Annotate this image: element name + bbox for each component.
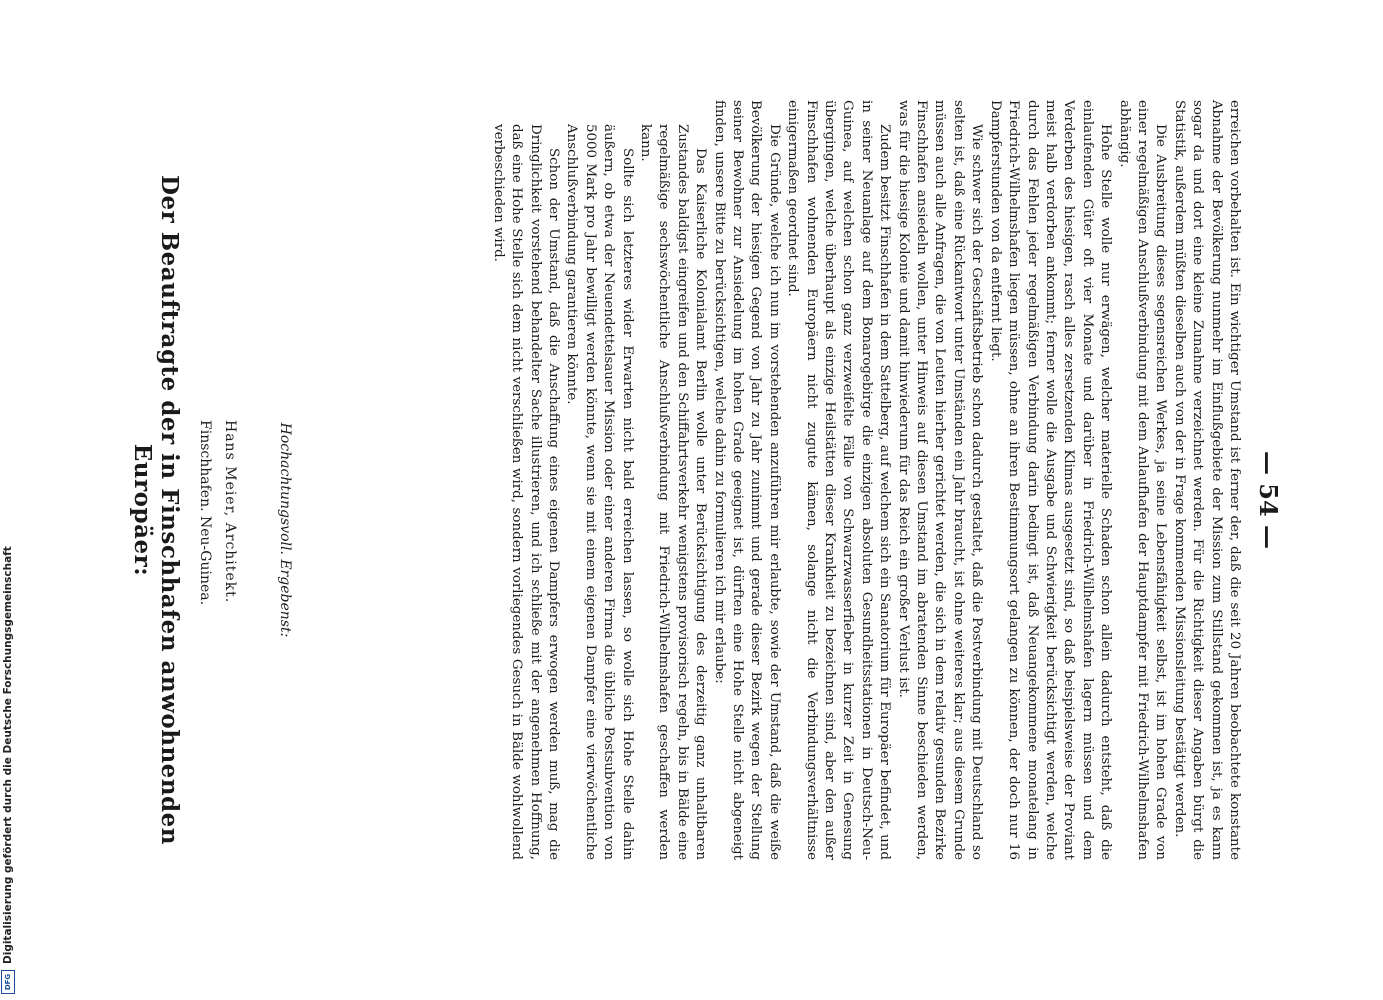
paragraph: Die Gründe, welche ich nun im vorstehenden anzuführen mir erlaubte, sowie der Umstand, daß die weiße Bevölkerung der hiesigen Gegend von Jahr zu Jahr zunimmt und gerade dieser Bezirk wegen der Stellung seiner Bewohner zur Ansiedelung im hohen Grade geeignet ist, dürften eine Hohe Stelle nicht abgeneigt finden, unsere Bitte zu berücksichtigen, welche dahin zu formulieren ich mir erlaube: (711, 100, 782, 860)
paragraph: Die Ausbreitung dieses segensreichen Werkes, ja seine Lebensfähigkeit selbst, ist im hohen Grade von einer regelmäßigen Anschlußverbindung mit dem Anlaufhafen der Hauptdampfer mit Friedrich-Wilhelmshafen abhängig. (1116, 100, 1169, 860)
paragraph: erreichen vorbehalten ist. Ein wichtiger Umstand ist ferner der, daß die seit 20 Jahren beobachtete konstante Abnahme der Bevölkerung nunmehr im Einflußgebiete der Mission zum Stillstand gekommen ist, ja es kann sogar da und dort eine kleine Zunahme verzeichnet werden. Für die Richtigkeit dieser Angaben bürgt die Statistik, außerdem müßten dieselben auch von der in Frage kommenden Missionsleitung bestätigt werden. (1171, 100, 1242, 860)
paragraph: Zudem besitzt Finschhafen in dem Sattelberg, auf welchem sich ein Sanatorium für Europäer befindet, und in seiner Neuanlage auf dem Bonarogebirge die einzigen absoluten Gesundheitsstationen in Deutsch-Neu-Guinea, auf welchen schon ganz verzweifelte Fälle von Schwarzwasserfieber in kurzer Zeit in Genesung übergingen, welche überhaupt als einzige Heilstätten dieser Krankheit zu bezeichnen sind, aber den außer Finschhafen wohnenden Europäern nicht zugute kämen, solange nicht die Verbindungsverhältnisse einigermaßen geordnet sind. (785, 100, 893, 860)
closing-salutation: Hochachtungsvoll. Ergebenst: (277, 422, 293, 638)
digitization-credit (0, 0, 16, 1000)
paragraph: Schon der Umstand, daß die Anschaffung eines eigenen Dampfers erwogen werden muß, mag die Dringlichkeit vorstehend behandelter Sache illustrieren, und ich schließe mit der angenehmen Hoffnung, daß eine Hohe Stelle sich dem nicht verschließen wird, sondern vorliegendes Gesuch in Bälde wohlwollend verbeschieden wird. (490, 124, 561, 860)
page-number: — 54 — (1254, 450, 1283, 550)
credit-text: Digitalisierung gefördert durch die Deutsche Forschungsgemeinschaft (2, 546, 14, 964)
paragraph: Sollte sich letzteres wider Erwarten nicht bald erreichen lassen, so wolle sich Hohe Stelle dahin äußern, ob etwa der Neuendettelsauer Mission oder einer anderen Firma die übliche Postsubvention von 5000 Mark pro Jahr bewilligt werden könnte, wenn sie mit einem eigenen Dampfer eine vierwöchentliche Anschlußverbindung garantieren könnte. (564, 124, 635, 860)
signatory-heading: Der Beauftragte der in Finschhafen anwohnenden Europäer: (129, 175, 183, 845)
document-body (488, 100, 1243, 860)
paragraph: Wie schwer sich der Geschäftsbetrieb schon dadurch gestaltet, daß die Postverbindung mit Deutschland so selten ist, daß eine Rückantwort unter Umständen ein Jahr braucht, ist ohne weiteres klar; aus diesem Grunde müssen auch alle Anfragen, die von Leuten hierher gerichtet werden, die sich in dem relativ gesunden Bezirke Finschhafen ansiedeln wollen, unter Hinweis auf diesen Umstand im abratenden Sinne beschieden werden, was für die hiesige Kolonie und damit hinwiederum für das Reich ein großer Verlust ist. (895, 100, 985, 860)
signature-place: Finschhafen. Neu-Guinea. (197, 420, 213, 606)
paragraph: Das Kaiserliche Kolonialamt Berlin wolle unter Berücksichtigung des derzeitig ganz unhaltbaren Zustandes baldigst eingreifen und den Schiffahrtsverkehr wenigstens provisorisch regeln, bis in Bälde eine regelmäßige sechswöchentliche Anschlußverbindung mit Friedrich-Wilhelmshafen geschaffen werden kann. (638, 124, 709, 860)
signature-name: Hans Meier, Architekt. (222, 420, 238, 604)
paragraph: Hohe Stelle wolle nur erwägen, welcher materielle Schaden schon allein dadurch entsteht, daß die einlaufenden Güter oft vier Monate und darüber in Friedrich-Wilhelmshafen lagern müssen und dem Verderben des hiesigen, rasch alles zersetzenden Klimas ausgesetzt sind, so daß beispielsweise der Proviant meist halb verdorben ankommt; ferner wolle die Ausgabe und Schwierigkeit berücksichtigt werden, welche durch das Fehlen jeder regelmäßigen Verbindung darin bedingt ist, daß Neuangekommene monatelang in Friedrich-Wilhelmshafen liegen müssen, ohne an ihren Bestimmungsort gelangen zu können, der doch nur 16 Dampferstunden von da entfernt liegt. (987, 100, 1114, 860)
dfg-logo-icon: DFG (1, 970, 15, 994)
